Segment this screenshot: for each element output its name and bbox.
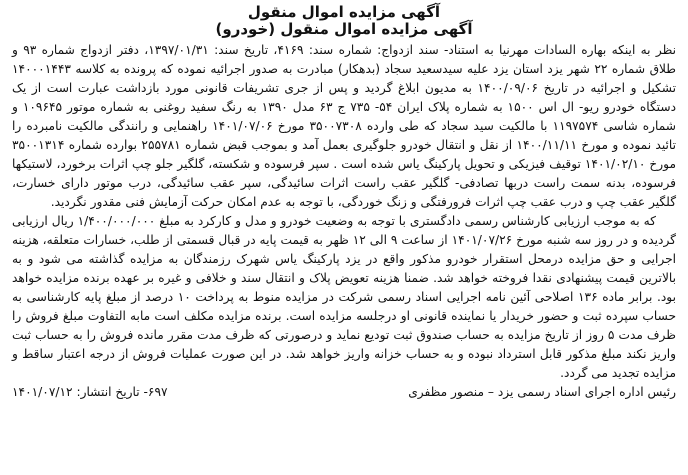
notice-footer — [12, 383, 676, 402]
notice-paragraph-2: که به موجب ارزیابی کارشناس رسمی دادگستری با توجه به وضعیت خودرو و مدل و کارکرد به مبلغ ۱/۴۰۰/۰۰۰/۰۰۰ ریال ارزیابی گردیده و در روز سه شنبه مورخ ۱۴۰۱/۰۷/۲۶ از ساعت ۹ الی ۱۲ ظهر به قیمت پایه در قبال قسمتی از طلب، خسارات متعلقه، هزینه اجرایی و حق مزایده درمحل استقرار خودرو مذکور واقع در یزد پارکینگ یاس شهرک رزمندگان به مزایده گذاشته می شود و به بالاترین قیمت پیشنهادی نقدا فروخته خواهد شد. ضمنا هزینه تعویض پلاک و انتقال سند و خلافی و غیره بر عهده برنده مزایده خواهد بود. برابر ماده ۱۳۶ اصلاحی آئین نامه اجرایی اسناد رسمی شرکت در مزایده منوط به پرداخت ۱۰ درصد از مبلغ پایه کارشناسی به حساب سپرده ثبت و حضور خریدار یا نماینده قانونی او درجلسه مزایده است. برنده مزایده مکلف است مابه التفاوت مبلغ فروش را ظرف مدت ۵ روز از تاریخ مزایده به حساب صندوق ثبت تودیع نماید و درصورتی که ظرف مدت مقرر مانده فروش را به حساب ثبت واریز نکند مبلغ مذکور قابل استرداد نبوده و به حساب خزانه واریز خواهد شد. در این صورت عملیات فروش از درجه اعتبار ساقط و مزایده تجدید می گردد. — [12, 214, 676, 380]
notice-subtitle: آگهی مزایده اموال منقول (خودرو) — [215, 20, 473, 38]
notice-paragraph-1: نظر به اینکه بهاره السادات مهرنیا به استناد- سند ازدواج: شماره سند: ۴۱۶۹، تاریخ سند: ۱۳۹۷/۰۱/۳۱، دفتر ازدواج شماره ۹۳ و طلاق شماره ۲۲ شهر یزد استان یزد علیه سیدسعید سجاد (بدهکار) مبادرت به صدور اجرائیه نموده که پرونده به کلاسه ۱۴۰۰۰۱۴۴۳ تشکیل و اجرائیه در تاریخ ۱۴۰۰/۰۹/۰۶ به مدیون ابلاغ گردید و پس از جری تشریفات قانونی مورد بازداشت عبارت است از یک دستگاه خودرو ریو- ال اس ۱۵۰۰ به شماره پلاک ایران ۵۴- ۷۳۵ ج ۶۳ مدل ۱۳۹۰ به رنگ سفید روغنی به شماره موتور ۱۰۹۶۴۵ و شماره شاسی ۱۱۹۷۵۷۴ با مالکیت سید سجاد که طی وارده ۳۵۰۰۷۳۰۸ مورخ ۱۴۰۱/۰۷/۰۶ راهنمایی و رانندگی مالکیت نامبرده را تائید نموده و مورخ ۱۴۰۰/۱۱/۱۱ از نقل و انتقال خودرو جلوگیری بعمل آمد و بموجب قبض شماره ۲۵۵۷۸۱ بوارده شماره ۳۵۰۰۱۳۱۴ مورخ ۱۴۰۱/۰۲/۱۰ توقیف فیزیکی و تحویل پارکینگ یاس شده است . سپر فرسوده و شکسته، گلگیر جلو چپ اثرات برخورد، لاستیکها فرسوده، بدنه سمت راست دربها تصادفی- گلگیر عقب راست اثرات سائیدگی، سپر عقب سائیدگی، درب موتور دارای خسارت، گلگیر عقب چپ و درب عقب چپ اثرات فرورفتگی و زنگ خوردگی، با توجه به عدم امکان حرکت آزمایش فنی مقدور نگردید. — [12, 43, 677, 209]
notice-reference-date: ۶۹۷- تاریخ انتشار: ۱۴۰۱/۰۷/۱۲ — [12, 385, 168, 399]
notice-title: آگهی مزایده اموال منقول — [247, 3, 441, 21]
notice-body — [12, 41, 676, 383]
notice-signature: رئیس اداره اجرای اسناد رسمی یزد – منصور مظفری — [408, 385, 676, 399]
